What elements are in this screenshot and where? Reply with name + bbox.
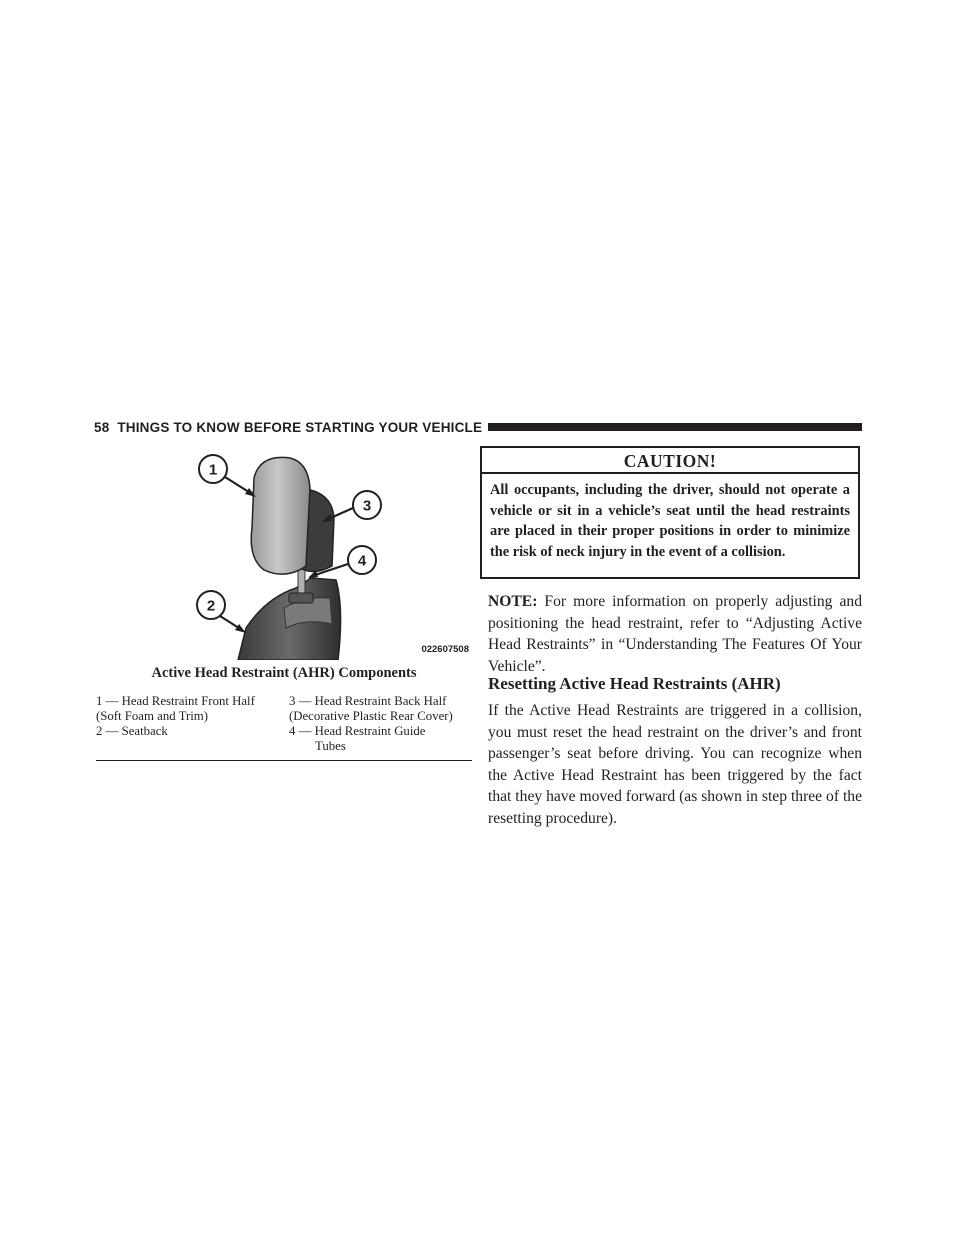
legend-item-2: 2 — Seatback [96, 724, 168, 738]
legend-item-3-detail: (Decorative Plastic Rear Cover) [289, 709, 453, 723]
svg-text:2: 2 [206, 597, 216, 615]
chapter-title: THINGS TO KNOW BEFORE STARTING YOUR VEHICLE [117, 419, 483, 435]
section-paragraph: If the Active Head Restraints are triggered in a collision, you must reset the head restraint on the driver’s and front passenger’s seat before driving. You can recognize when the Active Head Restraint has been triggered by the fact that they have moved forward (as shown in step three of the resetting procedure). [488, 702, 862, 827]
caution-box [480, 446, 860, 579]
header-rule [488, 423, 862, 431]
page-number: 58 [94, 419, 110, 435]
svg-text:1: 1 [208, 461, 218, 479]
page-header-text [94, 420, 482, 435]
page-header [94, 418, 862, 436]
figure-legend-left [96, 694, 284, 739]
note-text: For more information on properly adjusting and positioning the head restraint, refer to “Adjusting Active Head Restraints” in “Understanding The Features Of Your Vehicle”. [488, 593, 862, 675]
legend-item-3: 3 — Head Restraint Back Half [289, 694, 447, 708]
legend-divider [96, 760, 472, 761]
svg-text:3: 3 [362, 497, 372, 515]
head-restraint-front-half [251, 457, 310, 574]
note-paragraph [488, 591, 862, 677]
figure-legend-right [289, 694, 474, 754]
legend-item-1: 1 — Head Restraint Front Half [96, 694, 255, 708]
legend-item-4: 4 — Head Restraint Guide [289, 724, 426, 738]
callout-2 [197, 591, 246, 633]
figure-code: 022607508 [421, 644, 469, 655]
legend-item-4-detail: Tubes [315, 739, 346, 753]
caution-text: All occupants, including the driver, should not operate a vehicle or sit in a vehicle’s seat until the head restraints are placed in their proper positions in order to minimize the risk of neck injury in the event of a collision. [490, 482, 850, 560]
callout-1 [199, 455, 256, 497]
svg-text:4: 4 [357, 552, 367, 570]
head-restraint-illustration [186, 448, 472, 660]
caution-title: CAUTION! [482, 448, 858, 474]
note-label: NOTE: [488, 593, 538, 610]
figure-caption: Active Head Restraint (AHR) Components [151, 665, 417, 681]
legend-item-1-detail: (Soft Foam and Trim) [96, 709, 208, 723]
section-heading: Resetting Active Head Restraints (AHR) [488, 674, 781, 693]
